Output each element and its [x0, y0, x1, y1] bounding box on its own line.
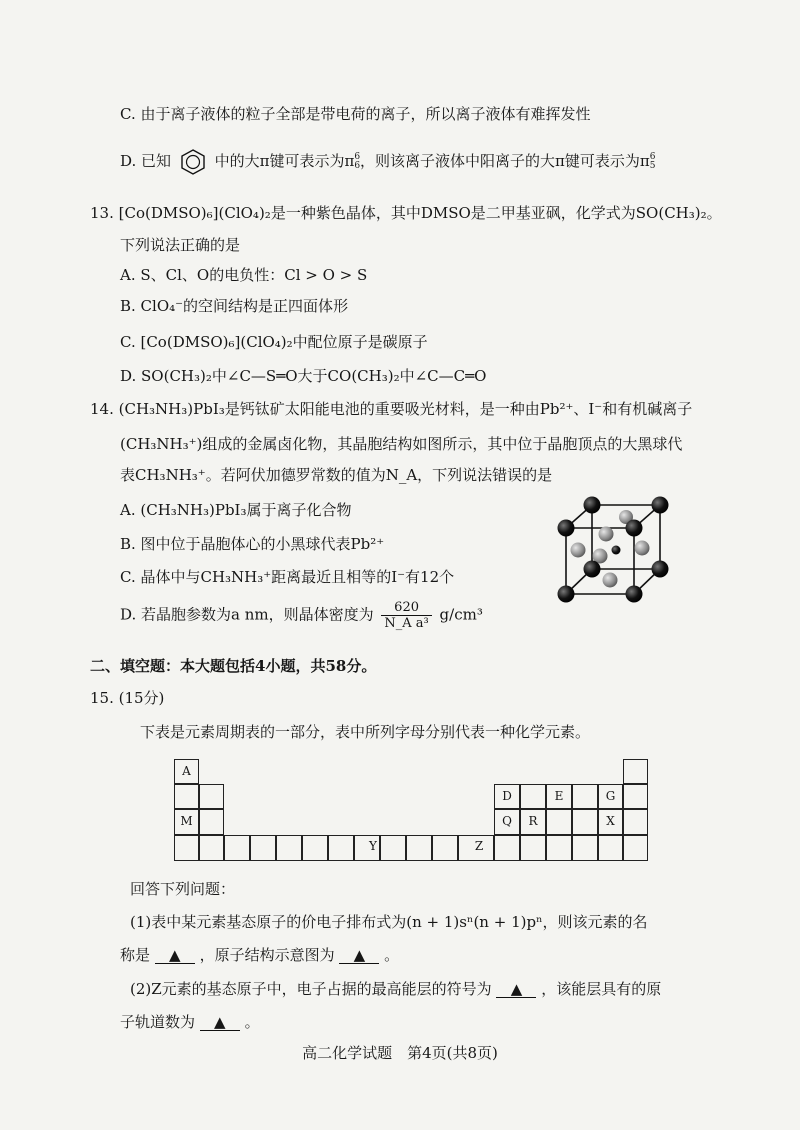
- q13-option-d: D. SO(CH₃)₂中∠C—S═O大于CO(CH₃)₂中∠C—C═O: [120, 367, 487, 385]
- pi-1-sup: 6: [354, 152, 361, 162]
- table-cell: [406, 835, 432, 861]
- corner-cation: [626, 586, 643, 603]
- perovskite-unit-cell-diagram: [548, 492, 678, 607]
- pi-symbol-2: π: [639, 152, 650, 170]
- q14-stem-line3: 表CH₃NH₃⁺。若阿伏加德罗常数的值为N_A，下列说法错误的是: [120, 466, 553, 484]
- table-cell: [199, 784, 224, 809]
- table-cell: [250, 835, 276, 861]
- corner-cation: [626, 520, 643, 537]
- q14-option-d: [120, 600, 483, 631]
- q15-header: 15. (15分): [90, 689, 165, 707]
- table-cell: [224, 835, 250, 861]
- table-cell: [380, 835, 406, 861]
- corner-cation: [584, 561, 601, 578]
- pi-1-sub: 6: [354, 161, 361, 171]
- table-cell: [174, 784, 199, 809]
- q13-stem-line2: 下列说法正确的是: [120, 236, 241, 254]
- table-cell: [199, 809, 224, 835]
- q14-option-d-pre: D. 若晶胞参数为a nm，则晶体密度为: [120, 605, 374, 624]
- q12-option-d: [120, 148, 656, 176]
- table-cell: [302, 835, 328, 861]
- section-2-heading: 二、填空题：本大题包括4小题，共58分。: [90, 657, 377, 675]
- table-cell: [572, 835, 598, 861]
- q15-part1-text-b: ，原子结构示意图为: [199, 946, 335, 964]
- q12-option-c: C. 由于离子液体的粒子全部是带电荷的离子，所以离子液体有难挥发性: [120, 105, 591, 123]
- q14-option-b: B. 图中位于晶胞体心的小黑球代表Pb²⁺: [120, 535, 385, 553]
- table-cell: [623, 784, 648, 809]
- table-cell: [598, 835, 623, 861]
- table-cell-Q: Q: [494, 809, 520, 835]
- table-cell: [623, 759, 648, 784]
- answer-blank-energy-level[interactable]: ▲: [496, 981, 536, 998]
- table-cell-M: M: [174, 809, 199, 835]
- table-cell-E: E: [546, 784, 572, 809]
- table-cell: [623, 809, 648, 835]
- benzene-ring-icon: [180, 148, 206, 176]
- q15-part2-line2: [120, 1011, 260, 1033]
- table-cell: [520, 835, 546, 861]
- q15-part2-text-a: (2)Z元素的基态原子中，电子占据的最高能层的符号为: [130, 980, 492, 998]
- pi-2-sup: 6: [649, 152, 656, 162]
- answer-blank-orbital-count[interactable]: ▲: [200, 1014, 240, 1031]
- corner-cation: [584, 497, 601, 514]
- corner-cation: [652, 497, 669, 514]
- q15-part2-text-c: 子轨道数为: [120, 1013, 196, 1031]
- iodide-ion-right: [635, 541, 650, 556]
- q15-part1-line1: (1)表中某元素基态原子的价电子排布式为(n + 1)sⁿ(n + 1)pⁿ，则该元素的名: [130, 913, 648, 931]
- answer-blank-element-name[interactable]: ▲: [155, 947, 195, 964]
- iodide-ion-bottom: [603, 573, 618, 588]
- q13-option-c: C. [Co(DMSO)₆](ClO₄)₂中配位原子是碳原子: [120, 333, 428, 351]
- density-fraction: [381, 600, 431, 631]
- q14-option-c: C. 晶体中与CH₃NH₃⁺距离最近且相等的I⁻有12个: [120, 568, 455, 586]
- table-cell: [494, 835, 520, 861]
- q12-option-d-pre: D. 已知: [120, 152, 172, 170]
- table-cell: [276, 835, 302, 861]
- q15-part2-text-d: 。: [244, 1013, 260, 1031]
- table-cell-R: R: [520, 809, 546, 835]
- page-footer: 高二化学试题 第4页(共8页): [302, 1044, 498, 1062]
- corner-cation: [558, 520, 575, 537]
- table-cell: [199, 835, 224, 861]
- q12-option-d-post: ，则该离子液体中阳离子的大π键可表示为: [360, 152, 640, 170]
- table-cell: [546, 835, 572, 861]
- table-cell: [328, 835, 354, 861]
- table-cell-Z: Z: [474, 839, 484, 853]
- corner-cation: [558, 586, 575, 603]
- table-cell-A: A: [174, 759, 199, 784]
- pi-symbol-1: π: [344, 152, 355, 170]
- q14-stem-line1: 14. (CH₃NH₃)PbI₃是钙钛矿太阳能电池的重要吸光材料，是一种由Pb²⁺、I⁻和有机碱离子: [90, 400, 693, 418]
- density-unit: g/cm³: [439, 605, 483, 624]
- q15-answer-intro: 回答下列问题：: [130, 880, 236, 898]
- table-cell-G: G: [598, 784, 623, 809]
- density-numerator: 620: [381, 600, 431, 616]
- table-cell: [572, 809, 598, 835]
- q15-part1-text-a: 称是: [120, 946, 151, 964]
- corner-cation: [652, 561, 669, 578]
- table-cell-X: X: [598, 809, 623, 835]
- q13-option-b: B. ClO₄⁻的空间结构是正四面体形: [120, 297, 349, 315]
- q12-option-d-mid: 中的大π键可表示为: [214, 152, 345, 170]
- table-cell-Y: Y: [369, 839, 377, 853]
- lead-ion-center: [612, 546, 621, 555]
- iodide-ion-left: [571, 543, 586, 558]
- q15-part1-line2: [120, 944, 399, 966]
- table-cell: [432, 835, 458, 861]
- density-denominator: N_A a³: [384, 616, 429, 631]
- q14-stem-line2: (CH₃NH₃⁺)组成的金属卤化物，其晶胞结构如图所示，其中位于晶胞顶点的大黑球代: [120, 435, 683, 453]
- pi-2-sub: 5: [649, 161, 656, 171]
- table-cell: [174, 835, 199, 861]
- q15-part2-line1: [130, 978, 661, 1000]
- iodide-ion-back: [599, 527, 614, 542]
- table-cell: [546, 809, 572, 835]
- q15-intro: 下表是元素周期表的一部分，表中所列字母分别代表一种化学元素。: [140, 723, 591, 741]
- answer-blank-structure-diagram[interactable]: ▲: [339, 947, 379, 964]
- q15-part1-text-c: 。: [384, 946, 400, 964]
- q13-option-a: A. S、Cl、O的电负性：Cl > O > S: [120, 266, 368, 284]
- q14-option-a: A. (CH₃NH₃)PbI₃属于离子化合物: [120, 501, 352, 519]
- table-cell: [520, 784, 546, 809]
- q15-part2-text-b: ，该能层具有的原: [541, 980, 662, 998]
- table-cell-D: D: [494, 784, 520, 809]
- table-cell: [623, 835, 648, 861]
- q13-stem-line1: 13. [Co(DMSO)₆](ClO₄)₂是一种紫色晶体，其中DMSO是二甲基亚砜，化学式为SO(CH₃)₂。: [90, 204, 722, 222]
- table-cell: [572, 784, 598, 809]
